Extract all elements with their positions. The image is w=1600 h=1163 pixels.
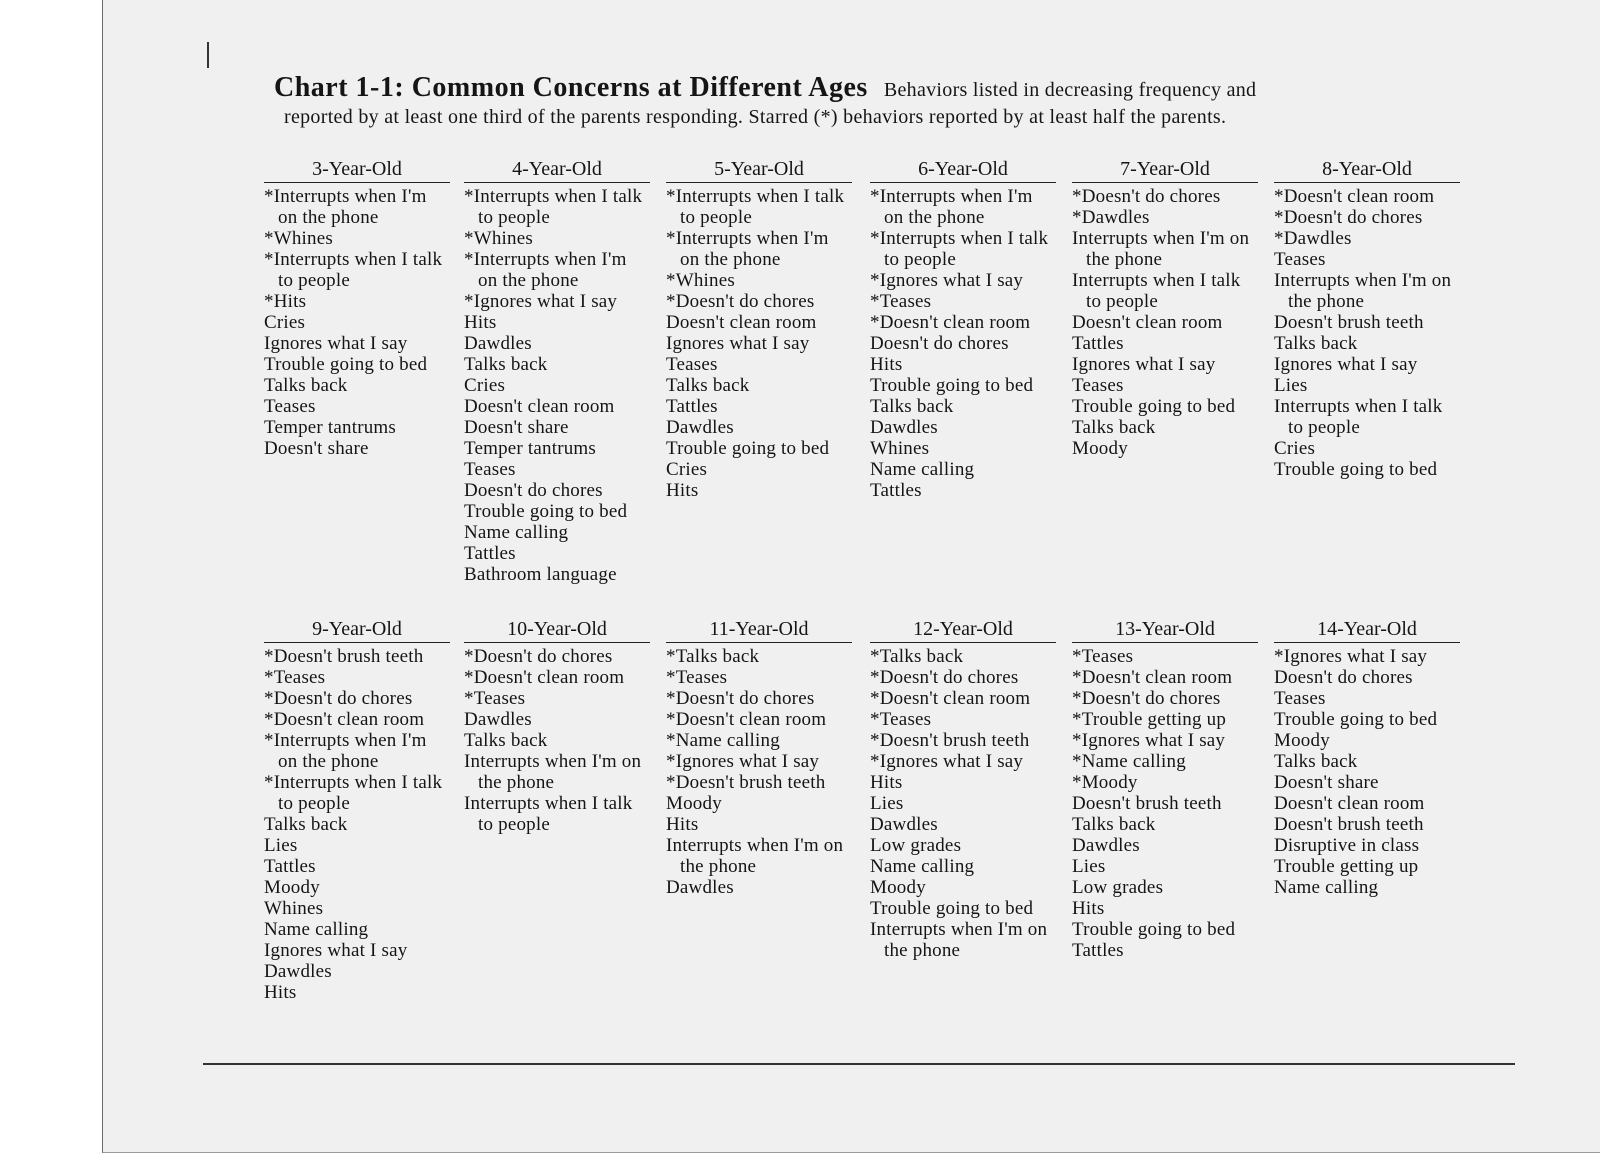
bottom-rule: [203, 1063, 1515, 1065]
behavior-list: [264, 186, 450, 459]
behavior-item: Doesn't brush teeth: [1274, 814, 1424, 835]
behavior-item: Trouble going to bed: [666, 438, 830, 459]
behavior-item: Ignores what I say: [1274, 354, 1418, 375]
age-column: [1274, 618, 1460, 898]
behavior-item: *Interrupts when I talk to people: [464, 186, 643, 228]
behavior-item: Teases: [264, 396, 316, 417]
behavior-item: Moody: [264, 877, 320, 898]
behavior-list: [264, 646, 450, 1003]
column-heading: 8-Year-Old: [1274, 158, 1460, 183]
behavior-item: Low grades: [870, 835, 962, 856]
behavior-list: [666, 646, 852, 898]
behavior-item: Dawdles: [1072, 835, 1140, 856]
behavior-item: Trouble going to bed: [1274, 709, 1438, 730]
chart-description-line2: reported by at least one third of the parents responding. Starred (*) behaviors reported by at least half the parents.: [284, 106, 1227, 128]
chart-header: [274, 72, 1454, 129]
behavior-item: *Interrupts when I'm on the phone: [666, 228, 829, 270]
behavior-item: *Ignores what I say: [464, 291, 618, 312]
behavior-item: Tattles: [264, 856, 316, 877]
behavior-item: *Interrupts when I'm on the phone: [264, 730, 427, 772]
behavior-item: Interrupts when I talk to people: [1072, 270, 1241, 312]
behavior-item: *Talks back: [666, 646, 760, 667]
behavior-item: Lies: [1274, 375, 1308, 396]
behavior-item: *Talks back: [870, 646, 964, 667]
behavior-item: *Name calling: [666, 730, 780, 751]
behavior-item: Hits: [666, 480, 699, 501]
behavior-item: *Trouble getting up: [1072, 709, 1227, 730]
behavior-item: Trouble going to bed: [1072, 919, 1236, 940]
behavior-item: Teases: [464, 459, 516, 480]
behavior-item: *Interrupts when I talk to people: [666, 186, 845, 228]
behavior-item: Teases: [666, 354, 718, 375]
behavior-item: Doesn't brush teeth: [1274, 312, 1424, 333]
behavior-item: *Teases: [870, 291, 932, 312]
chart-title: Chart 1-1: Common Concerns at Different Ages: [274, 72, 868, 103]
behavior-item: Tattles: [666, 396, 718, 417]
behavior-item: *Doesn't clean room: [264, 709, 425, 730]
behavior-list: [1072, 186, 1258, 459]
title-line: [274, 72, 1454, 104]
behavior-item: *Teases: [464, 688, 526, 709]
behavior-item: *Interrupts when I'm on the phone: [870, 186, 1033, 228]
behavior-item: *Doesn't clean room: [870, 312, 1031, 333]
behavior-item: Hits: [264, 982, 297, 1003]
column-heading: 9-Year-Old: [264, 618, 450, 643]
behavior-item: Trouble going to bed: [1274, 459, 1438, 480]
age-column: [870, 158, 1056, 501]
behavior-item: Doesn't share: [464, 417, 569, 438]
behavior-item: *Doesn't do chores: [666, 688, 815, 709]
behavior-item: *Doesn't do chores: [1274, 207, 1423, 228]
age-column: [264, 618, 450, 1003]
behavior-item: *Doesn't clean room: [870, 688, 1031, 709]
behavior-item: *Doesn't clean room: [666, 709, 827, 730]
behavior-item: Ignores what I say: [1072, 354, 1216, 375]
column-heading: 5-Year-Old: [666, 158, 852, 183]
behavior-item: Interrupts when I'm on the phone: [1072, 228, 1250, 270]
behavior-item: Interrupts when I'm on the phone: [666, 835, 844, 877]
behavior-item: *Doesn't clean room: [464, 667, 625, 688]
behavior-item: Cries: [1274, 438, 1316, 459]
behavior-item: *Doesn't do chores: [1072, 688, 1221, 709]
behavior-list: [666, 186, 852, 501]
behavior-item: *Doesn't do chores: [464, 646, 613, 667]
behavior-item: Temper tantrums: [264, 417, 396, 438]
behavior-item: Dawdles: [870, 417, 938, 438]
behavior-item: Trouble going to bed: [264, 354, 428, 375]
behavior-list: [464, 646, 650, 835]
behavior-item: *Teases: [666, 667, 728, 688]
behavior-item: Dawdles: [666, 877, 734, 898]
behavior-item: *Ignores what I say: [1072, 730, 1226, 751]
behavior-item: Cries: [666, 459, 708, 480]
behavior-item: Lies: [870, 793, 904, 814]
behavior-item: Lies: [264, 835, 298, 856]
behavior-item: *Moody: [1072, 772, 1138, 793]
behavior-item: Dawdles: [666, 417, 734, 438]
behavior-item: *Doesn't brush teeth: [666, 772, 826, 793]
behavior-item: Talks back: [1072, 814, 1156, 835]
behavior-item: *Doesn't do chores: [264, 688, 413, 709]
behavior-item: *Teases: [1072, 646, 1134, 667]
behavior-list: [464, 186, 650, 585]
column-heading: 6-Year-Old: [870, 158, 1056, 183]
behavior-item: Doesn't do chores: [870, 333, 1009, 354]
behavior-item: Dawdles: [264, 961, 332, 982]
behavior-item: Dawdles: [464, 709, 532, 730]
behavior-list: [870, 646, 1056, 961]
behavior-item: *Ignores what I say: [1274, 646, 1428, 667]
behavior-item: *Interrupts when I talk to people: [870, 228, 1049, 270]
behavior-item: *Dawdles: [1274, 228, 1352, 249]
behavior-item: *Whines: [464, 228, 533, 249]
behavior-item: Doesn't clean room: [1274, 793, 1425, 814]
scan-mark: [207, 42, 209, 68]
behavior-item: *Interrupts when I'm on the phone: [264, 186, 427, 228]
behavior-item: *Whines: [666, 270, 735, 291]
behavior-item: Name calling: [1274, 877, 1379, 898]
behavior-item: *Doesn't clean room: [1072, 667, 1233, 688]
behavior-item: Name calling: [870, 856, 975, 877]
behavior-item: Talks back: [264, 814, 348, 835]
age-column: [666, 158, 852, 501]
behavior-item: Bathroom language: [464, 564, 617, 585]
behavior-item: Doesn't do chores: [464, 480, 603, 501]
behavior-item: *Doesn't do chores: [870, 667, 1019, 688]
behavior-item: *Ignores what I say: [666, 751, 820, 772]
age-column: [1072, 158, 1258, 459]
behavior-item: Dawdles: [870, 814, 938, 835]
behavior-item: Doesn't do chores: [1274, 667, 1413, 688]
behavior-item: Doesn't clean room: [1072, 312, 1223, 333]
chart-description-line1: Behaviors listed in decreasing frequency and: [883, 79, 1257, 101]
age-column: [666, 618, 852, 898]
column-heading: 10-Year-Old: [464, 618, 650, 643]
behavior-item: Hits: [870, 354, 903, 375]
behavior-item: Temper tantrums: [464, 438, 596, 459]
behavior-item: *Teases: [870, 709, 932, 730]
behavior-item: *Doesn't clean room: [1274, 186, 1435, 207]
behavior-item: *Hits: [264, 291, 307, 312]
behavior-item: *Teases: [264, 667, 326, 688]
behavior-item: Name calling: [870, 459, 975, 480]
behavior-item: Talks back: [1072, 417, 1156, 438]
behavior-item: Doesn't clean room: [464, 396, 615, 417]
behavior-item: Interrupts when I'm on the phone: [464, 751, 642, 793]
behavior-item: Hits: [666, 814, 699, 835]
behavior-item: Teases: [1274, 249, 1326, 270]
behavior-item: Interrupts when I talk to people: [1274, 396, 1443, 438]
behavior-item: *Interrupts when I'm on the phone: [464, 249, 627, 291]
behavior-item: Dawdles: [464, 333, 532, 354]
behavior-item: Moody: [1072, 438, 1128, 459]
behavior-item: *Ignores what I say: [870, 270, 1024, 291]
behavior-item: Teases: [1072, 375, 1124, 396]
behavior-item: Trouble going to bed: [870, 898, 1034, 919]
behavior-item: Ignores what I say: [666, 333, 810, 354]
behavior-item: Talks back: [870, 396, 954, 417]
behavior-item: *Doesn't do chores: [666, 291, 815, 312]
behavior-item: Lies: [1072, 856, 1106, 877]
behavior-item: *Interrupts when I talk to people: [264, 772, 443, 814]
column-heading: 7-Year-Old: [1072, 158, 1258, 183]
column-heading: 14-Year-Old: [1274, 618, 1460, 643]
behavior-item: *Doesn't brush teeth: [870, 730, 1030, 751]
behavior-item: *Interrupts when I talk to people: [264, 249, 443, 291]
behavior-list: [1274, 646, 1460, 898]
behavior-item: Doesn't brush teeth: [1072, 793, 1222, 814]
behavior-item: Trouble going to bed: [870, 375, 1034, 396]
behavior-item: Name calling: [264, 919, 369, 940]
age-column: [1072, 618, 1258, 961]
behavior-item: Trouble getting up: [1274, 856, 1419, 877]
behavior-item: Disruptive in class: [1274, 835, 1420, 856]
behavior-item: Talks back: [464, 354, 548, 375]
behavior-item: Low grades: [1072, 877, 1164, 898]
behavior-list: [1274, 186, 1460, 480]
behavior-item: Tattles: [870, 480, 922, 501]
behavior-item: *Dawdles: [1072, 207, 1150, 228]
behavior-item: Cries: [464, 375, 506, 396]
behavior-item: Tattles: [1072, 333, 1124, 354]
behavior-item: Interrupts when I talk to people: [464, 793, 633, 835]
behavior-list: [1072, 646, 1258, 961]
behavior-item: Hits: [464, 312, 497, 333]
age-column: [464, 158, 650, 585]
age-column: [264, 158, 450, 459]
behavior-item: Doesn't clean room: [666, 312, 817, 333]
column-heading: 13-Year-Old: [1072, 618, 1258, 643]
behavior-item: *Name calling: [1072, 751, 1186, 772]
behavior-item: Tattles: [1072, 940, 1124, 961]
behavior-item: Talks back: [464, 730, 548, 751]
age-column: [870, 618, 1056, 961]
behavior-item: Name calling: [464, 522, 569, 543]
behavior-item: Teases: [1274, 688, 1326, 709]
column-heading: 3-Year-Old: [264, 158, 450, 183]
behavior-item: Interrupts when I'm on the phone: [1274, 270, 1452, 312]
behavior-item: Doesn't share: [1274, 772, 1379, 793]
behavior-item: Talks back: [666, 375, 750, 396]
behavior-item: Trouble going to bed: [1072, 396, 1236, 417]
behavior-item: Hits: [870, 772, 903, 793]
behavior-item: *Doesn't brush teeth: [264, 646, 424, 667]
behavior-item: Talks back: [1274, 751, 1358, 772]
behavior-item: Whines: [870, 438, 930, 459]
behavior-item: Moody: [666, 793, 722, 814]
behavior-item: Ignores what I say: [264, 333, 408, 354]
column-heading: 4-Year-Old: [464, 158, 650, 183]
behavior-item: Trouble going to bed: [464, 501, 628, 522]
behavior-item: Talks back: [264, 375, 348, 396]
behavior-item: Hits: [1072, 898, 1105, 919]
behavior-item: Whines: [264, 898, 324, 919]
behavior-item: Cries: [264, 312, 306, 333]
behavior-list: [870, 186, 1056, 501]
behavior-item: Ignores what I say: [264, 940, 408, 961]
behavior-item: Moody: [870, 877, 926, 898]
column-heading: 11-Year-Old: [666, 618, 852, 643]
behavior-item: Talks back: [1274, 333, 1358, 354]
behavior-item: Moody: [1274, 730, 1330, 751]
behavior-item: Interrupts when I'm on the phone: [870, 919, 1048, 961]
behavior-item: Doesn't share: [264, 438, 369, 459]
behavior-item: *Doesn't do chores: [1072, 186, 1221, 207]
behavior-item: Tattles: [464, 543, 516, 564]
behavior-item: *Whines: [264, 228, 333, 249]
behavior-item: *Ignores what I say: [870, 751, 1024, 772]
column-heading: 12-Year-Old: [870, 618, 1056, 643]
age-column: [464, 618, 650, 835]
age-column: [1274, 158, 1460, 480]
